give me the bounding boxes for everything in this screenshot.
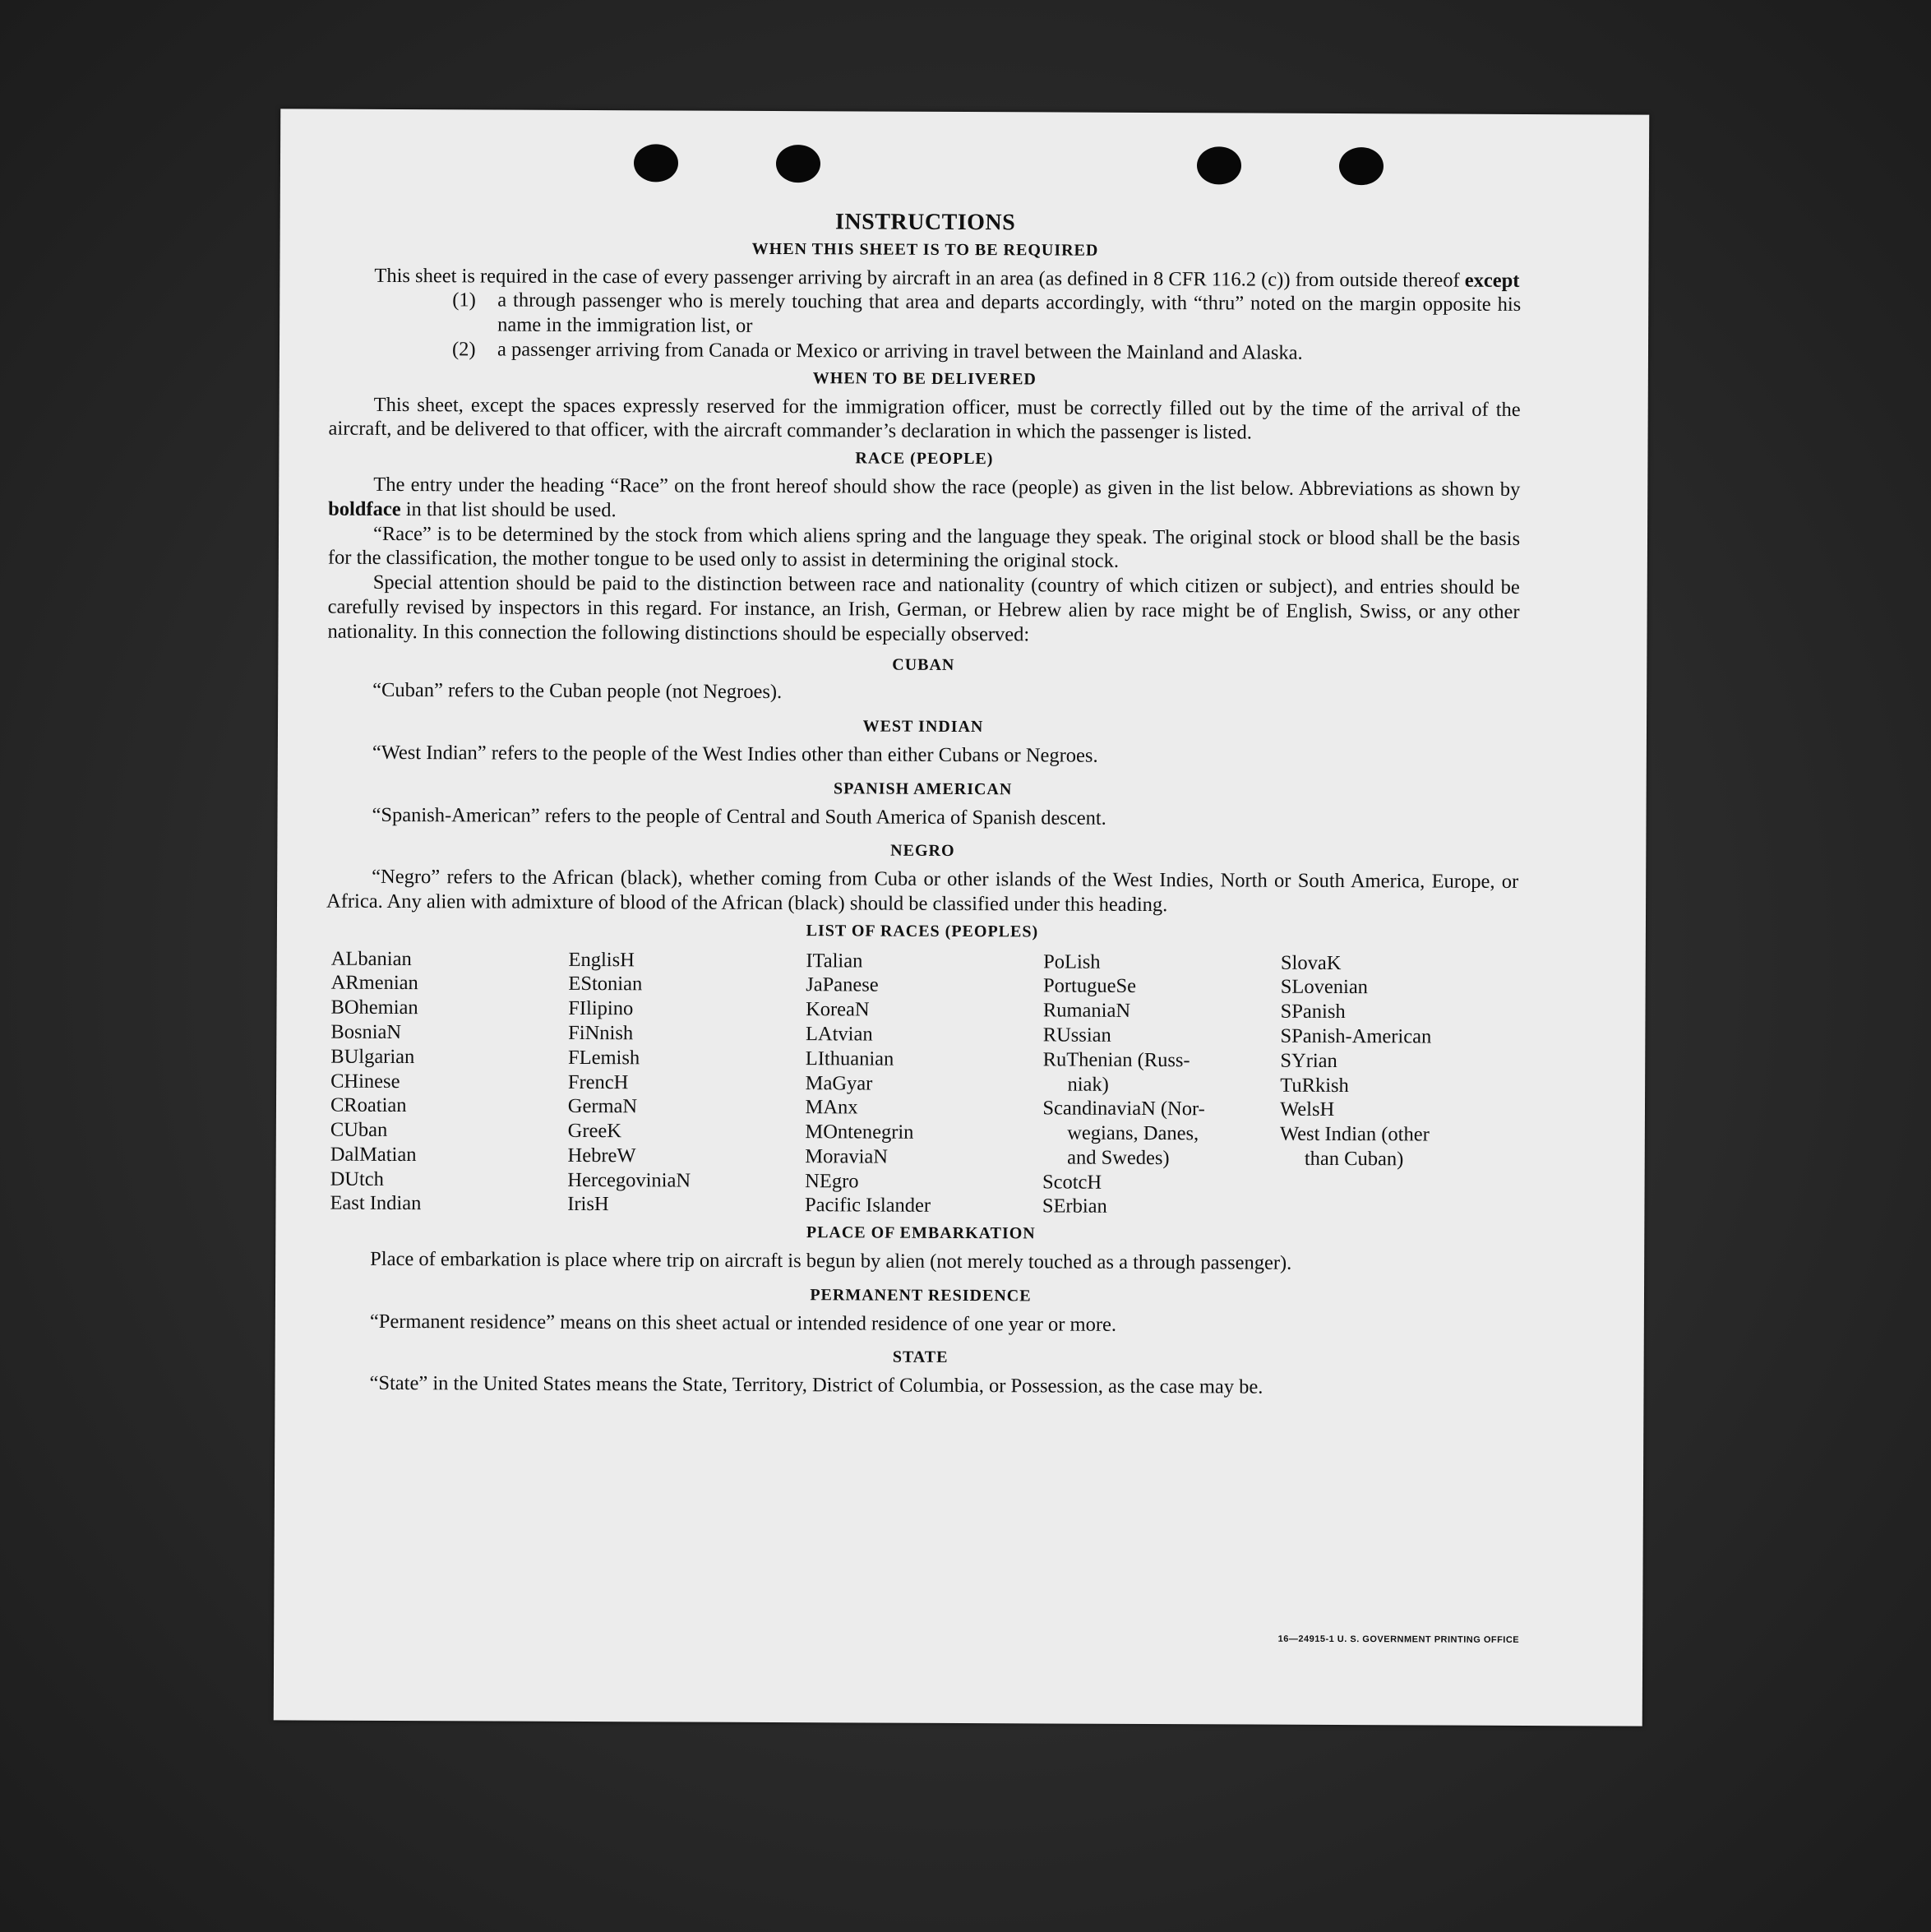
paragraph-race-1: The entry under the heading “Race” on the front hereof should show the race (people) as given in the list below. Abbreviations as shown by boldface in that list should be used.	[328, 473, 1521, 521]
race-item: PoLish	[1043, 950, 1101, 973]
race-item: EnglisH	[568, 948, 635, 971]
list-item-1: (1) a through passenger who is merely touching that area and departs accordingly, with “thru” noted on the margin opposite his name in the immigration list, or	[452, 289, 1522, 338]
race-item: EStonian	[568, 973, 643, 996]
race-item: CUban	[330, 1118, 388, 1142]
list-item-2: (2) a passenger arriving from Canada or Mexico or arriving in travel between the Mainland and Alaska.	[451, 338, 1303, 364]
race-item: ALbanian	[330, 947, 412, 970]
punch-hole	[1197, 146, 1241, 184]
punch-hole	[1339, 147, 1384, 185]
race-item: DalMatian	[330, 1143, 417, 1167]
heading-negro: NEGRO	[890, 841, 955, 861]
heading-residence: PERMANENT RESIDENCE	[810, 1286, 1032, 1306]
race-item: KoreaN	[806, 998, 870, 1021]
heading-west-indian: WEST INDIAN	[862, 717, 984, 737]
race-column-2	[567, 947, 806, 1218]
paragraph-race-3: Special attention should be paid to the distinction between race and nationality (country of which citizen or subject), and entries should be carefully revised by inspectors in this regard. For instance, an Irish, German, or Hebrew alien by race might be of English, Swiss, or any other nationality. In this connection the following distinctions should be especially observed:	[327, 571, 1520, 646]
race-item: SErbian	[1042, 1195, 1107, 1218]
paragraph-west-indian: “West Indian” refers to the people of the West Indies other than either Cubans or Negroes.	[372, 741, 1098, 767]
race-item: MoraviaN	[805, 1145, 889, 1168]
race-item: BosniaN	[330, 1020, 402, 1043]
race-column-4	[1042, 950, 1281, 1220]
race-item-continued: and Swedes)	[1067, 1146, 1170, 1169]
race-item: ScandinaviaN (Nor-	[1042, 1097, 1205, 1121]
heading-spanish-american: SPANISH AMERICAN	[833, 779, 1013, 799]
race-item: CRoatian	[330, 1093, 407, 1117]
race-item: ScotcH	[1042, 1171, 1102, 1194]
instructions-content	[324, 208, 1521, 1401]
race-item: FLemish	[567, 1046, 640, 1069]
paragraph-state: “State” in the United States means the State, Territory, District of Columbia, or Possession, as the case may be.	[369, 1372, 1263, 1398]
race-item: HercegoviniaN	[567, 1168, 691, 1192]
race-item: ITalian	[806, 949, 863, 972]
paragraph-embarkation: Place of embarkation is place where trip on aircraft is begun by alien (not merely touched as a through passenger).	[370, 1247, 1292, 1274]
heading-race: RACE (PEOPLE)	[855, 449, 994, 469]
race-item-continued: wegians, Danes,	[1067, 1121, 1199, 1145]
race-item: WelsH	[1280, 1098, 1335, 1121]
race-item-continued: niak)	[1067, 1073, 1109, 1096]
race-item: BUlgarian	[330, 1045, 415, 1068]
paragraph-negro: “Negro” refers to the African (black), whether coming from Cuba or other islands of the West Indies, North or South America, Europe, or Africa. Any alien with admixture of blood of the African (black) should be classified under this heading.	[326, 865, 1519, 917]
race-item: SPanish-American	[1280, 1024, 1432, 1048]
race-item: West Indian (other	[1279, 1122, 1430, 1146]
race-item: FrencH	[567, 1070, 629, 1093]
race-list	[330, 946, 1518, 1221]
race-item: GermaN	[567, 1095, 638, 1118]
paragraph-residence: “Permanent residence” means on this sheet actual or intended residence of one year or more.	[369, 1310, 1117, 1336]
heading-required: WHEN THIS SHEET IS TO BE REQUIRED	[751, 239, 1099, 260]
heading-embarkation: PLACE OF EMBARKATION	[806, 1223, 1036, 1243]
race-item: HebreW	[567, 1144, 636, 1167]
race-item: JaPanese	[806, 973, 879, 996]
race-item: MAnx	[805, 1096, 858, 1119]
heading-cuban: CUBAN	[892, 655, 955, 674]
punch-hole	[776, 145, 820, 183]
race-column-1	[330, 946, 568, 1217]
race-item: MOntenegrin	[805, 1121, 914, 1144]
race-item: FIlipino	[568, 997, 634, 1020]
paragraph-cuban: “Cuban” refers to the Cuban people (not Negroes).	[372, 679, 783, 704]
heading-delivered: WHEN TO BE DELIVERED	[812, 368, 1037, 389]
race-item: SLovenian	[1280, 976, 1369, 999]
race-item: BOhemian	[330, 996, 418, 1019]
paragraph-required: This sheet is required in the case of every passenger arriving by aircraft in an area (as defined in 8 CFR 116.2 (c)) from outside thereof except	[374, 264, 1520, 292]
punch-hole	[634, 144, 678, 182]
race-item: LAtvian	[805, 1023, 873, 1046]
race-item: SYrian	[1280, 1049, 1337, 1072]
race-item: Pacific Islander	[805, 1194, 931, 1218]
race-item: SPanish	[1280, 1000, 1346, 1024]
race-item: RuThenian (Russ-	[1042, 1048, 1190, 1071]
race-item: PortugueSe	[1042, 974, 1137, 998]
race-item: CHinese	[330, 1070, 400, 1093]
race-item: IrisH	[567, 1193, 609, 1216]
heading-list-of-races: LIST OF RACES (PEOPLES)	[806, 921, 1039, 941]
race-item: LIthuanian	[805, 1047, 894, 1070]
race-item-continued: than Cuban)	[1304, 1147, 1404, 1171]
page-title: INSTRUCTIONS	[835, 209, 1016, 236]
document-sheet	[274, 109, 1650, 1726]
heading-state: STATE	[892, 1348, 949, 1367]
race-column-5	[1280, 950, 1518, 1221]
race-item: East Indian	[330, 1192, 422, 1215]
printer-footer: 16—24915-1 U. S. GOVERNMENT PRINTING OFFICE	[1277, 1634, 1520, 1645]
race-item: RUssian	[1042, 1024, 1111, 1047]
paragraph-spanish-american: “Spanish-American” refers to the people of Central and South America of Spanish descent.	[372, 803, 1106, 830]
race-item: RumaniaN	[1042, 999, 1131, 1023]
race-item: TuRkish	[1280, 1074, 1349, 1097]
paragraph-race-2: “Race” is to be determined by the stock from which aliens spring and the language they speak. The original stock or blood shall be the basis for the classification, the mother tongue to be used only to assist in determining the original stock.	[327, 522, 1521, 573]
race-item: SlovaK	[1280, 951, 1342, 974]
race-item: MaGyar	[805, 1071, 873, 1095]
race-item: ARmenian	[330, 971, 418, 995]
race-column-3	[805, 949, 1043, 1219]
race-item: DUtch	[330, 1167, 384, 1190]
paragraph-delivered: This sheet, except the spaces expressly reserved for the immigration officer, must be correctly filled out by the time of the arrival of the aircraft, and be delivered to that officer, with the aircraft commander’s declaration in which the passenger is listed.	[328, 393, 1521, 444]
race-item: GreeK	[567, 1120, 622, 1143]
race-item: NEgro	[805, 1169, 859, 1193]
race-item: FiNnish	[568, 1021, 634, 1045]
